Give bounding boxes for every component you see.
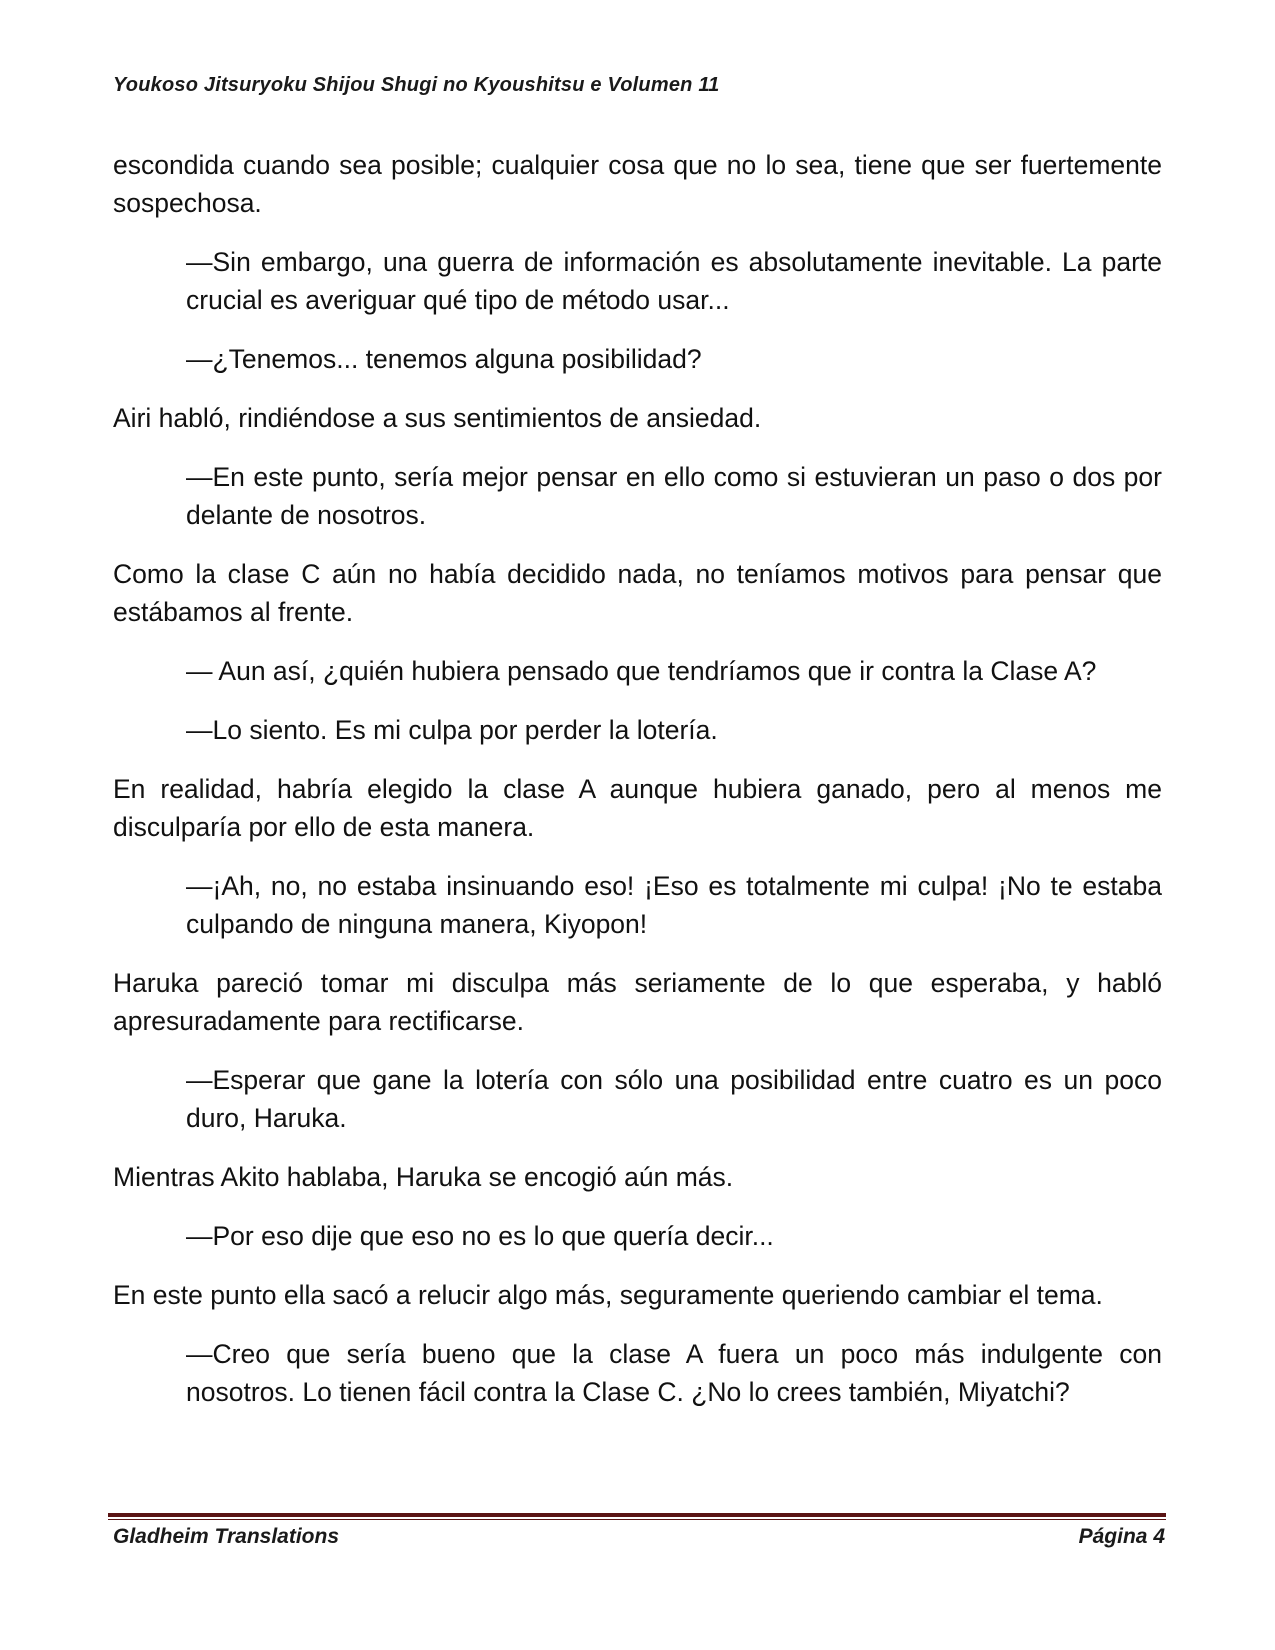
paragraph-narration: Como la clase C aún no había decidido nada, no teníamos motivos para pensar que estábamos al frente. <box>113 559 1162 627</box>
paragraph-narration: Mientras Akito hablaba, Haruka se encogió aún más. <box>113 1162 734 1192</box>
paragraph-narration: Haruka pareció tomar mi disculpa más seriamente de lo que esperaba, y habló apresuradamente para rectificarse. <box>113 968 1162 1036</box>
paragraph-dialogue: — Aun así, ¿quién hubiera pensado que tendríamos que ir contra la Clase A? <box>186 656 1097 686</box>
paragraph-dialogue: —Creo que sería bueno que la clase A fuera un poco más indulgente con nosotros. Lo tienen fácil contra la Clase C. ¿No lo crees también, Miyatchi? <box>186 1339 1162 1407</box>
paragraph-dialogue: —Por eso dije que eso no es lo que quería decir... <box>186 1221 774 1251</box>
paragraph-dialogue: —Esperar que gane la lotería con sólo una posibilidad entre cuatro es un poco duro, Haruka. <box>186 1065 1162 1133</box>
footer-credit: Gladheim Translations <box>113 1525 340 1548</box>
paragraph-narration: En realidad, habría elegido la clase A aunque hubiera ganado, pero al menos me disculparía por ello de esta manera. <box>113 774 1162 842</box>
footer-divider <box>108 1513 1166 1520</box>
paragraph-dialogue: —¿Tenemos... tenemos alguna posibilidad? <box>186 344 702 374</box>
page-body <box>113 146 1162 1432</box>
paragraph-dialogue: —En este punto, sería mejor pensar en ello como si estuvieran un paso o dos por delante de nosotros. <box>186 462 1162 530</box>
paragraph-dialogue: —¡Ah, no, no estaba insinuando eso! ¡Eso es totalmente mi culpa! ¡No te estaba culpando de ninguna manera, Kiyopon! <box>186 871 1162 939</box>
page-header-title: Youkoso Jitsuryoku Shijou Shugi no Kyoushitsu e Volumen 11 <box>113 74 720 96</box>
page-number: Página 4 <box>1078 1525 1165 1548</box>
paragraph-narration: escondida cuando sea posible; cualquier cosa que no lo sea, tiene que ser fuertemente sospechosa. <box>113 150 1162 218</box>
paragraph-narration: Airi habló, rindiéndose a sus sentimientos de ansiedad. <box>113 403 762 433</box>
paragraph-dialogue: —Lo siento. Es mi culpa por perder la lotería. <box>186 715 718 745</box>
paragraph-dialogue: —Sin embargo, una guerra de información es absolutamente inevitable. La parte crucial es averiguar qué tipo de método usar... <box>186 247 1162 315</box>
paragraph-narration: En este punto ella sacó a relucir algo más, seguramente queriendo cambiar el tema. <box>113 1280 1103 1310</box>
